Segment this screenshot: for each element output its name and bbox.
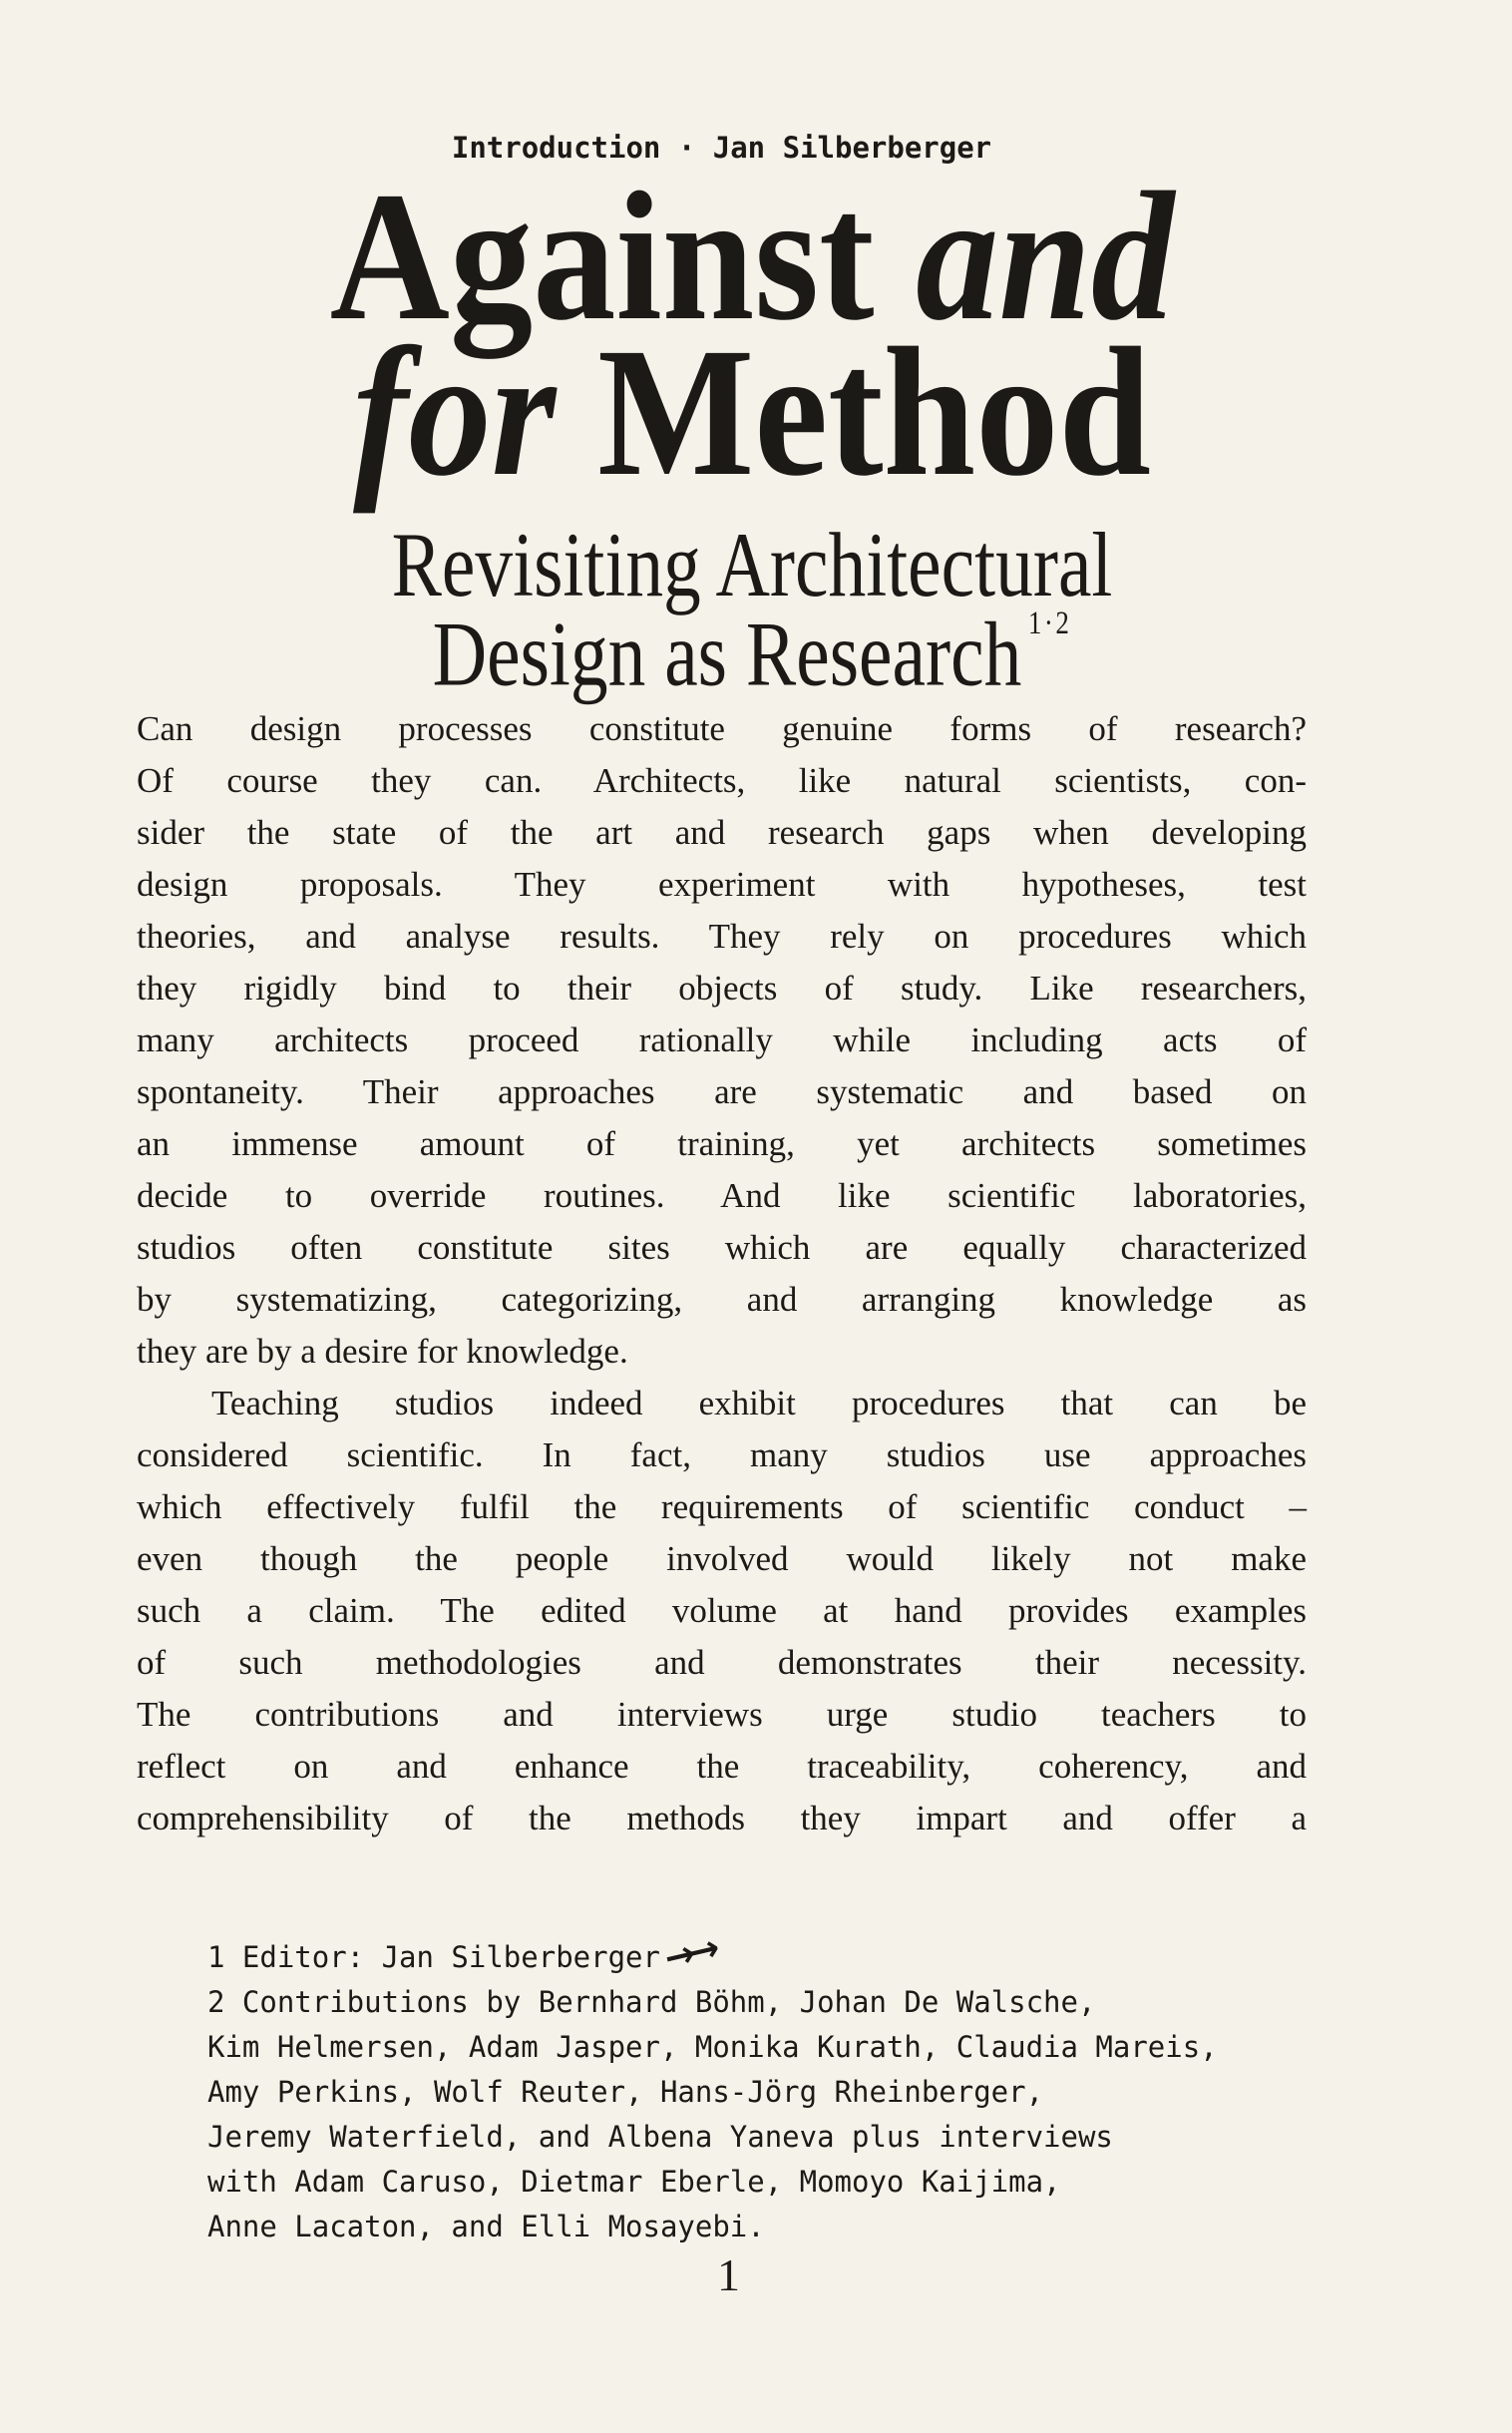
footnote-line bbox=[207, 2205, 1364, 2249]
footnote-text: 2 Contributions by Bernhard Böhm, Johan De Walsche, bbox=[207, 1985, 1096, 2019]
body-line: considered scientific. In fact, many studios use approaches bbox=[137, 1435, 1307, 1474]
footnote-line bbox=[207, 2070, 1364, 2115]
body-line: design proposals. They experiment with hypotheses, test bbox=[137, 865, 1307, 904]
book-title bbox=[150, 155, 1354, 515]
body-line: such a claim. The edited volume at hand provides examples bbox=[137, 1591, 1307, 1630]
footnote-line bbox=[207, 2160, 1364, 2205]
body-line: even though the people involved would likely not make bbox=[137, 1539, 1307, 1578]
body-line: an immense amount of training, yet architects sometimes bbox=[137, 1124, 1307, 1163]
section-kicker: Introduction · Jan Silberberger bbox=[451, 131, 992, 165]
footnote-text: Jeremy Waterfield, and Albena Yaneva plus interviews bbox=[207, 2120, 1113, 2154]
footnotes bbox=[207, 1928, 1364, 2249]
title-segment-italic: for bbox=[352, 310, 598, 515]
title-segment-roman: Method bbox=[597, 310, 1152, 515]
subtitle-line-2-text: Design as Research bbox=[432, 603, 1022, 705]
body-line: Of course they can. Architects, like natural scientists, con- bbox=[137, 761, 1307, 800]
footnote-reference: 1·2 bbox=[1027, 605, 1072, 641]
body-text bbox=[137, 703, 1307, 1844]
body-line: reflect on and enhance the traceability, coherency, and bbox=[137, 1747, 1307, 1786]
body-line: studios often constitute sites which are equally characterized bbox=[137, 1228, 1307, 1267]
footnote-text: Anne Lacaton, and Elli Mosayebi. bbox=[207, 2210, 765, 2243]
body-line: by systematizing, categorizing, and arranging knowledge as bbox=[137, 1280, 1307, 1319]
double-arrow-icon: →→ bbox=[660, 1928, 719, 1980]
title-line-2 bbox=[209, 310, 1294, 515]
body-line: Can design processes constitute genuine forms of research? bbox=[137, 709, 1307, 748]
footnote-line bbox=[207, 2025, 1364, 2070]
body-line: they rigidly bind to their objects of study. Like researchers, bbox=[137, 969, 1307, 1008]
footnote-text: with Adam Caruso, Dietmar Eberle, Momoyo Kaijima, bbox=[207, 2165, 1061, 2199]
footnote-line bbox=[207, 2115, 1364, 2160]
body-line: Teaching studios indeed exhibit procedures that can be bbox=[211, 1384, 1307, 1422]
book-subtitle bbox=[150, 514, 1354, 705]
subtitle-line-2 bbox=[258, 603, 1247, 705]
body-line: sider the state of the art and research gaps when developing bbox=[137, 813, 1307, 852]
subtitle-line-1: Revisiting Architectural bbox=[391, 514, 1113, 615]
body-line: which effectively fulfil the requirements of scientific conduct – bbox=[137, 1487, 1307, 1526]
body-line: spontaneity. Their approaches are systematic and based on bbox=[137, 1072, 1307, 1111]
page-number: 1 bbox=[717, 2249, 740, 2300]
body-line: theories, and analyse results. They rely on procedures which bbox=[137, 917, 1307, 956]
body-line: decide to override routines. And like scientific laboratories, bbox=[137, 1176, 1307, 1215]
body-line: of such methodologies and demonstrates their necessity. bbox=[137, 1643, 1307, 1682]
footnote-text: 1 Editor: Jan Silberberger bbox=[207, 1940, 660, 1974]
footnote-line bbox=[207, 1980, 1364, 2025]
title-segment-italic: and bbox=[916, 155, 1175, 359]
body-line: The contributions and interviews urge studio teachers to bbox=[137, 1695, 1307, 1734]
footnote-line bbox=[207, 1928, 1364, 1980]
body-line: comprehensibility of the methods they impart and offer a bbox=[137, 1799, 1307, 1837]
body-line: many architects proceed rationally while including acts of bbox=[137, 1020, 1307, 1059]
footnote-text: Amy Perkins, Wolf Reuter, Hans-Jörg Rheinberger, bbox=[207, 2075, 1044, 2109]
body-line: they are by a desire for knowledge. bbox=[137, 1332, 628, 1371]
title-segment-roman: Against bbox=[329, 155, 917, 359]
footnote-text: Kim Helmersen, Adam Jasper, Monika Kurath, Claudia Mareis, bbox=[207, 2030, 1218, 2064]
